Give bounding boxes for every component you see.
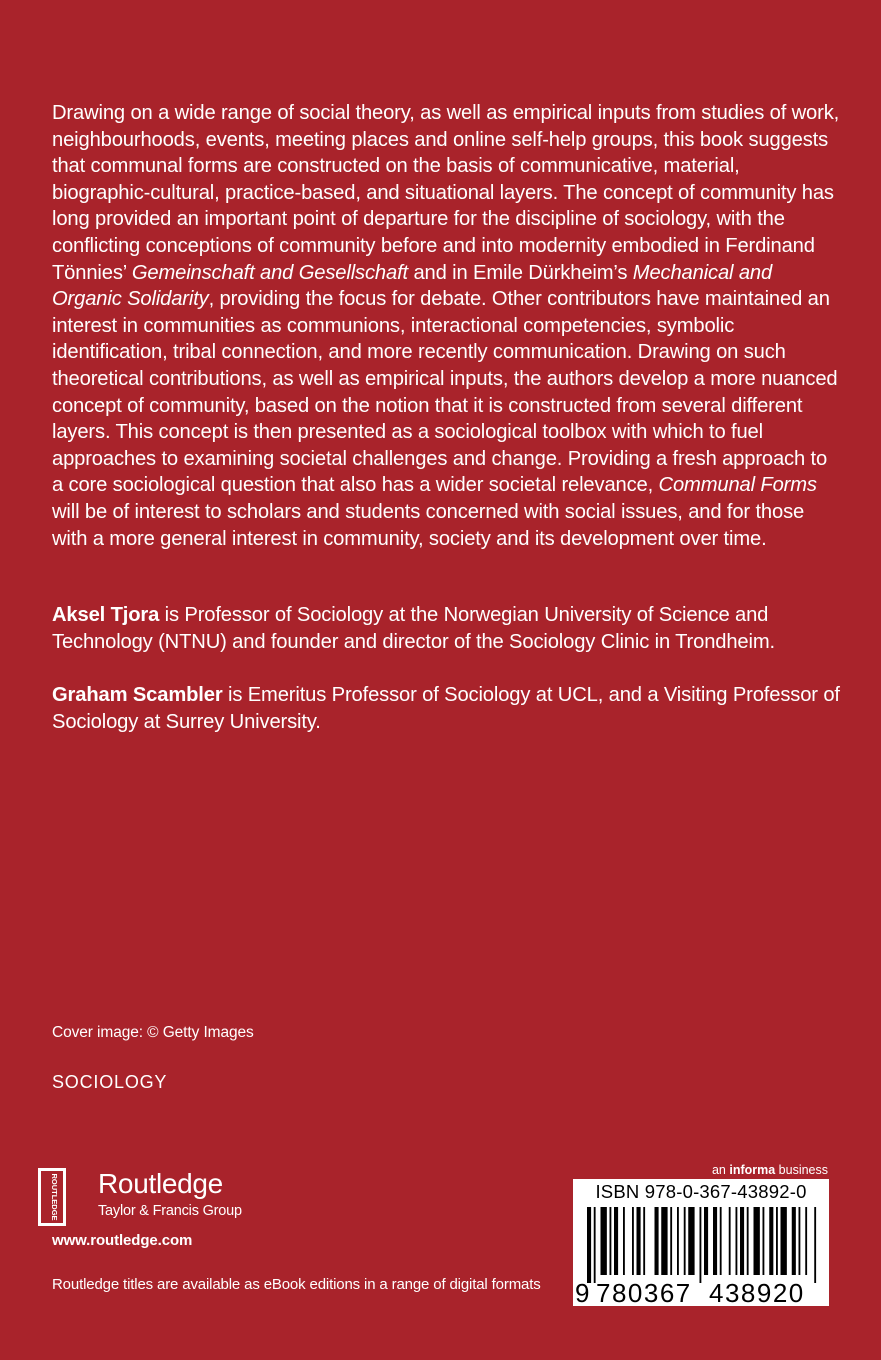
barcode-bar <box>754 1207 760 1275</box>
ebook-availability-note: Routledge titles are available as eBook editions in a range of digital formats <box>52 1276 541 1293</box>
barcode-bar <box>655 1207 659 1275</box>
barcode-bar <box>670 1207 672 1275</box>
author-name: Graham Scambler <box>52 684 223 706</box>
barcode-bar <box>747 1207 749 1275</box>
barcode-bar <box>814 1207 816 1283</box>
informa-brand: informa <box>729 1163 776 1177</box>
barcode-bar <box>643 1207 645 1275</box>
barcode-bar <box>661 1207 667 1275</box>
barcode-bar <box>632 1207 634 1275</box>
barcode-bar <box>594 1207 596 1283</box>
barcode-bar <box>729 1207 731 1275</box>
barcode-bar <box>587 1207 591 1283</box>
logo-lettering: ROUTLEDGE <box>50 1173 59 1221</box>
author-bio-text: is Professor of Sociology at the Norwegian University of Science and Technology (NTNU) and founder and director of the Sociology Clinic in Trondheim. <box>52 604 775 653</box>
author-bio-tjora <box>52 602 842 655</box>
barcode-bar <box>805 1207 807 1275</box>
barcode-bar <box>740 1207 744 1275</box>
blurb-text <box>52 100 842 552</box>
blurb-part-3: , providing the focus for debate. Other contributors have maintained an interest in communities as communions, interactional competencies, symbolic identification, tribal connection, and more recently communication. Drawing on such theoretical contributions, as well as empirical inputs, the authors develop a more nuanced concept of community, based on the notion that it is constructed from several different layers. This concept is then presented as a sociological toolbox with which to fuel approaches to examining societal challenges and change. Providing a fresh approach to a core sociological question that also has a wider societal relevance, <box>52 288 838 497</box>
blurb-part-4: will be of interest to scholars and students concerned with social issues, and for those with a more general interest in community, society and its development over time. <box>52 500 805 550</box>
barcode-bar <box>688 1207 694 1275</box>
author-bio-scambler <box>52 682 842 735</box>
blurb-italic-title-2: Mechanical and Organic Solidarity <box>52 261 773 311</box>
publisher-name: Routledge <box>98 1168 223 1199</box>
barcode-bar <box>700 1207 702 1283</box>
barcode-bar <box>704 1207 708 1275</box>
blurb-italic-title-1: Gemeinschaft and Gesellschaft <box>131 261 409 284</box>
barcode-bar <box>792 1207 796 1275</box>
blurb-part-1: Drawing on a wide range of social theory, as well as empirical inputs from studies of work, neighbourhoods, events, meeting places and online self-help groups, this book suggests that communal forms are constructed on the basis of communicative, material, biographic-cultural, practice-based, and situational layers. The concept of community has long provided an important point of departure for the discipline of sociology, with the conflicting conceptions of community before and into modernity embodied in Ferdinand Tönnies’ <box>52 102 840 284</box>
barcode-bar <box>637 1207 641 1275</box>
routledge-logo-icon <box>38 1168 66 1226</box>
subject-category: SOCIOLOGY <box>52 1072 168 1092</box>
barcode-digits-right: 438920 <box>709 1278 805 1306</box>
barcode-bar <box>713 1207 717 1275</box>
blurb-italic-title-3: Communal Forms <box>658 474 817 497</box>
barcode-digits-left: 780367 <box>596 1278 692 1306</box>
blurb-part-2: and in Emile Dürkheim’s <box>408 261 633 284</box>
publisher-website-link[interactable]: www.routledge.com <box>52 1232 193 1249</box>
author-bio-text: is Emeritus Professor of Sociology at UCL, and a Visiting Professor of Sociology at Surrey University. <box>52 684 840 733</box>
isbn-barcode <box>573 1179 829 1306</box>
barcode-bar <box>781 1207 787 1275</box>
publisher-group: Taylor & Francis Group <box>98 1203 242 1219</box>
barcode-bar <box>736 1207 738 1275</box>
cover-image-credit: Cover image: © Getty Images <box>52 1024 254 1041</box>
barcode-bar <box>610 1207 612 1275</box>
barcode-bar <box>677 1207 679 1275</box>
isbn-label: ISBN 978-0-367-43892-0 <box>595 1181 807 1202</box>
barcode-bar <box>769 1207 773 1275</box>
barcode-bar <box>720 1207 722 1275</box>
informa-business-tagline <box>680 1163 828 1177</box>
barcode-digit-first: 9 <box>575 1278 590 1306</box>
informa-prefix: an <box>711 1163 730 1177</box>
barcode-bar <box>623 1207 625 1275</box>
barcode-bar <box>763 1207 765 1275</box>
barcode-bar <box>614 1207 618 1275</box>
barcode-graphic <box>573 1179 829 1306</box>
barcode-bar <box>776 1207 778 1275</box>
author-name: Aksel Tjora <box>52 604 160 626</box>
barcode-bar <box>684 1207 686 1275</box>
barcode-bar <box>799 1207 801 1275</box>
informa-suffix: business <box>775 1163 828 1177</box>
barcode-bar <box>601 1207 607 1275</box>
